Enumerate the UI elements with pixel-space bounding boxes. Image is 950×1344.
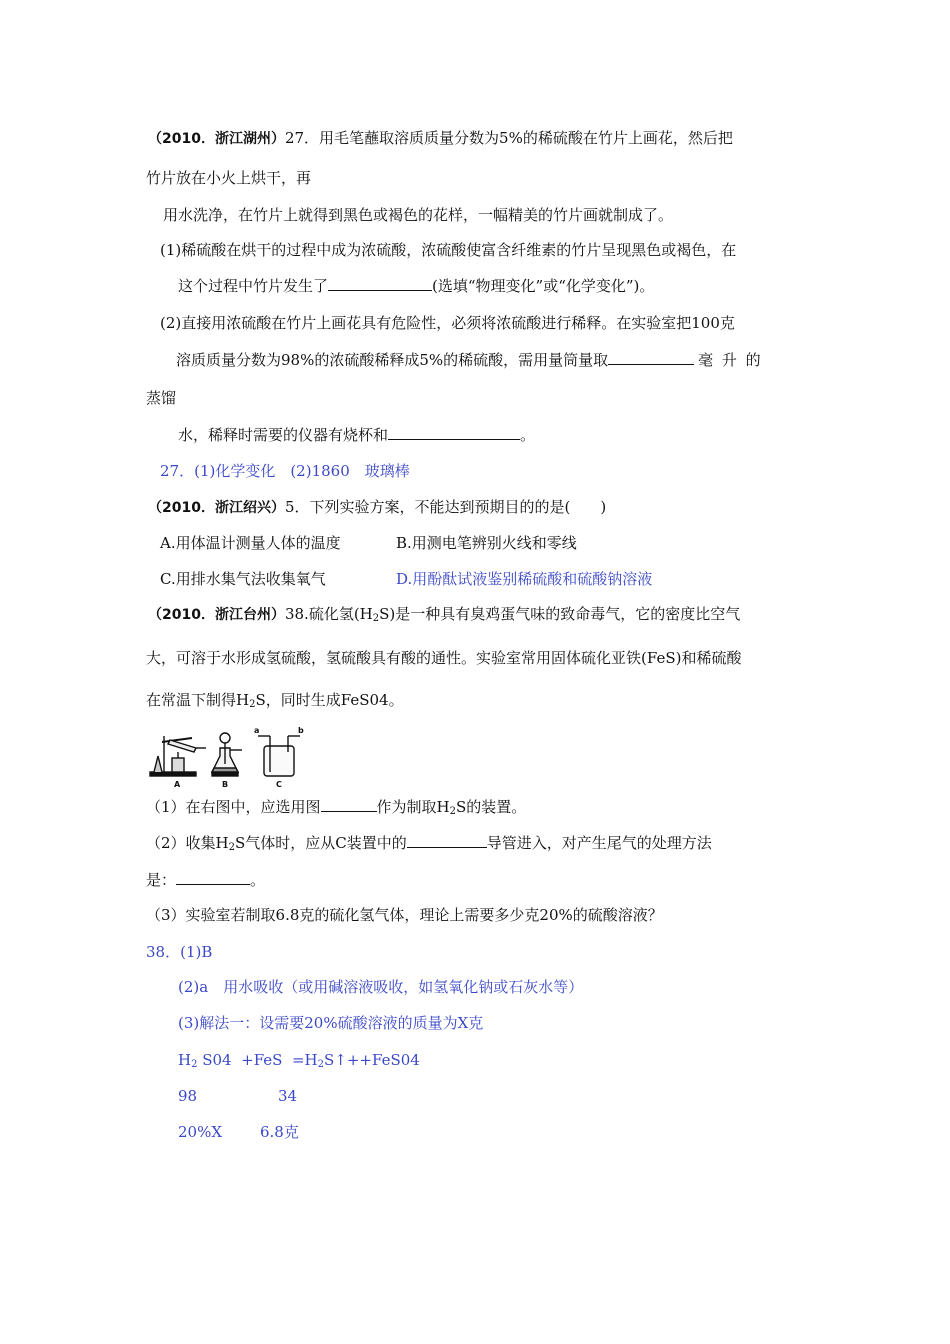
q38-ratio-1b: 34	[278, 1087, 298, 1105]
q27-blank-3[interactable]	[388, 425, 520, 440]
q27-stem1: 27．用毛笔蘸取溶质质量分数为5%的稀硫酸在竹片上画花，然后把	[284, 129, 733, 147]
q27-stem-line3: 用水洗净，在竹片上就得到黑色或褐色的花样，一幅精美的竹片画就制成了。	[163, 206, 674, 224]
q38-ratio-2a: 20%X	[178, 1123, 223, 1141]
apparatus-figure	[148, 728, 308, 790]
q38-stem-line2: 大，可溶于水形成氢硫酸，氢硫酸具有酸的通性。实验室常用固体硫化亚铁(FeS)和稀硫酸	[146, 649, 742, 667]
label-port-b: b	[298, 726, 304, 735]
q27-stem-line2: 竹片放在小火上烘干，再	[146, 169, 312, 187]
q27-blank-1[interactable]	[328, 276, 432, 291]
apparatus-c	[258, 736, 300, 776]
q38-sub3: （3）实验室若制取6.8克的硫化氢气体，理论上需要多少克20%的硫酸溶液？	[146, 906, 663, 924]
q5-option-d: D.用酚酞试液鉴别稀硫酸和硫酸钠溶液	[396, 570, 653, 588]
q27-blank-2[interactable]	[608, 350, 694, 365]
q38-sub2-line2: 是： 。	[146, 871, 266, 889]
apparatus-a	[150, 736, 206, 776]
q27-source: （2010．浙江湖州）	[148, 131, 285, 147]
q27-part2-line2: 溶质质量分数为98%的浓硫酸稀释成5%的稀硫酸，需用量筒量取 毫 升 的	[176, 351, 763, 369]
q38-source: （2010．浙江台州）	[148, 607, 285, 623]
q5-option-c: C.用排水集气法收集氧气	[160, 570, 326, 588]
q38-equation: $H_2$ $S04 +FeS =H_2S↑++FeS04$	[178, 1051, 420, 1070]
q38-sub2: （2）收集$H_2S$气体时，应从C装置中的 导管进入，对产生尾气的处理方法	[146, 834, 712, 853]
q27-part2-line1: (2)直接用浓硫酸在竹片上画花具有危险性，必须将浓硫酸进行稀释。在实验室把100克	[160, 314, 735, 332]
label-b: B	[222, 780, 229, 789]
q27-part2-line4: 水，稀释时需要的仪器有烧杯和 。	[178, 426, 536, 444]
q38-answer-2: (2)a 用水吸收（或用碱溶液吸收，如氢氧化钠或石灰水等）	[178, 978, 584, 996]
q38-answer-3: (3)解法一：设需要20%硫酸溶液的质量为X克	[178, 1014, 484, 1032]
apparatus-b	[212, 733, 242, 776]
q5-option-b: B.用测电笔辨别火线和零线	[396, 534, 577, 552]
q38-stem-line1: （2010．浙江台州）38.硫化氢$(H_2S)$是一种具有臭鸡蛋气味的致命毒气，它的密度比空气	[148, 605, 741, 624]
q38-ratio-2b: 6.8克	[260, 1123, 299, 1141]
q27-part1-line2: 这个过程中竹片发生了 (选填“物理变化”或“化学变化”)。	[178, 277, 655, 295]
q27-part2-line3: 蒸馏	[146, 389, 177, 407]
q27-answer: 27．(1)化学变化 (2)1860 玻璃棒	[160, 462, 410, 480]
label-port-a: a	[254, 726, 260, 735]
q38-blank-1[interactable]	[321, 797, 377, 812]
q38-sub1: （1）在右图中，应选用图 作为制取$H_2S$的装置。	[146, 798, 527, 817]
label-a: A	[174, 780, 181, 789]
q38-answer-1: 38．(1)B	[146, 943, 213, 961]
q38-ratio-1a: 98	[178, 1087, 198, 1105]
q27-stem-line1	[148, 128, 733, 149]
q5-source: （2010．浙江绍兴）	[148, 500, 285, 516]
q38-blank-3[interactable]	[176, 870, 250, 885]
label-c: C	[276, 780, 282, 789]
q5-stem: （2010．浙江绍兴）5．下列实验方案，不能达到预期目的的是( )	[148, 498, 607, 516]
q5-option-a: A.用体温计测量人体的温度	[160, 534, 341, 552]
q38-blank-2[interactable]	[407, 833, 487, 848]
q38-stem-line3: 在常温下制得$H_2S$，同时生成FeS04。	[146, 691, 404, 710]
q27-part1-line1: (1)稀硫酸在烘干的过程中成为浓硫酸，浓硫酸使富含纤维素的竹片呈现黑色或褐色，在	[160, 241, 737, 259]
